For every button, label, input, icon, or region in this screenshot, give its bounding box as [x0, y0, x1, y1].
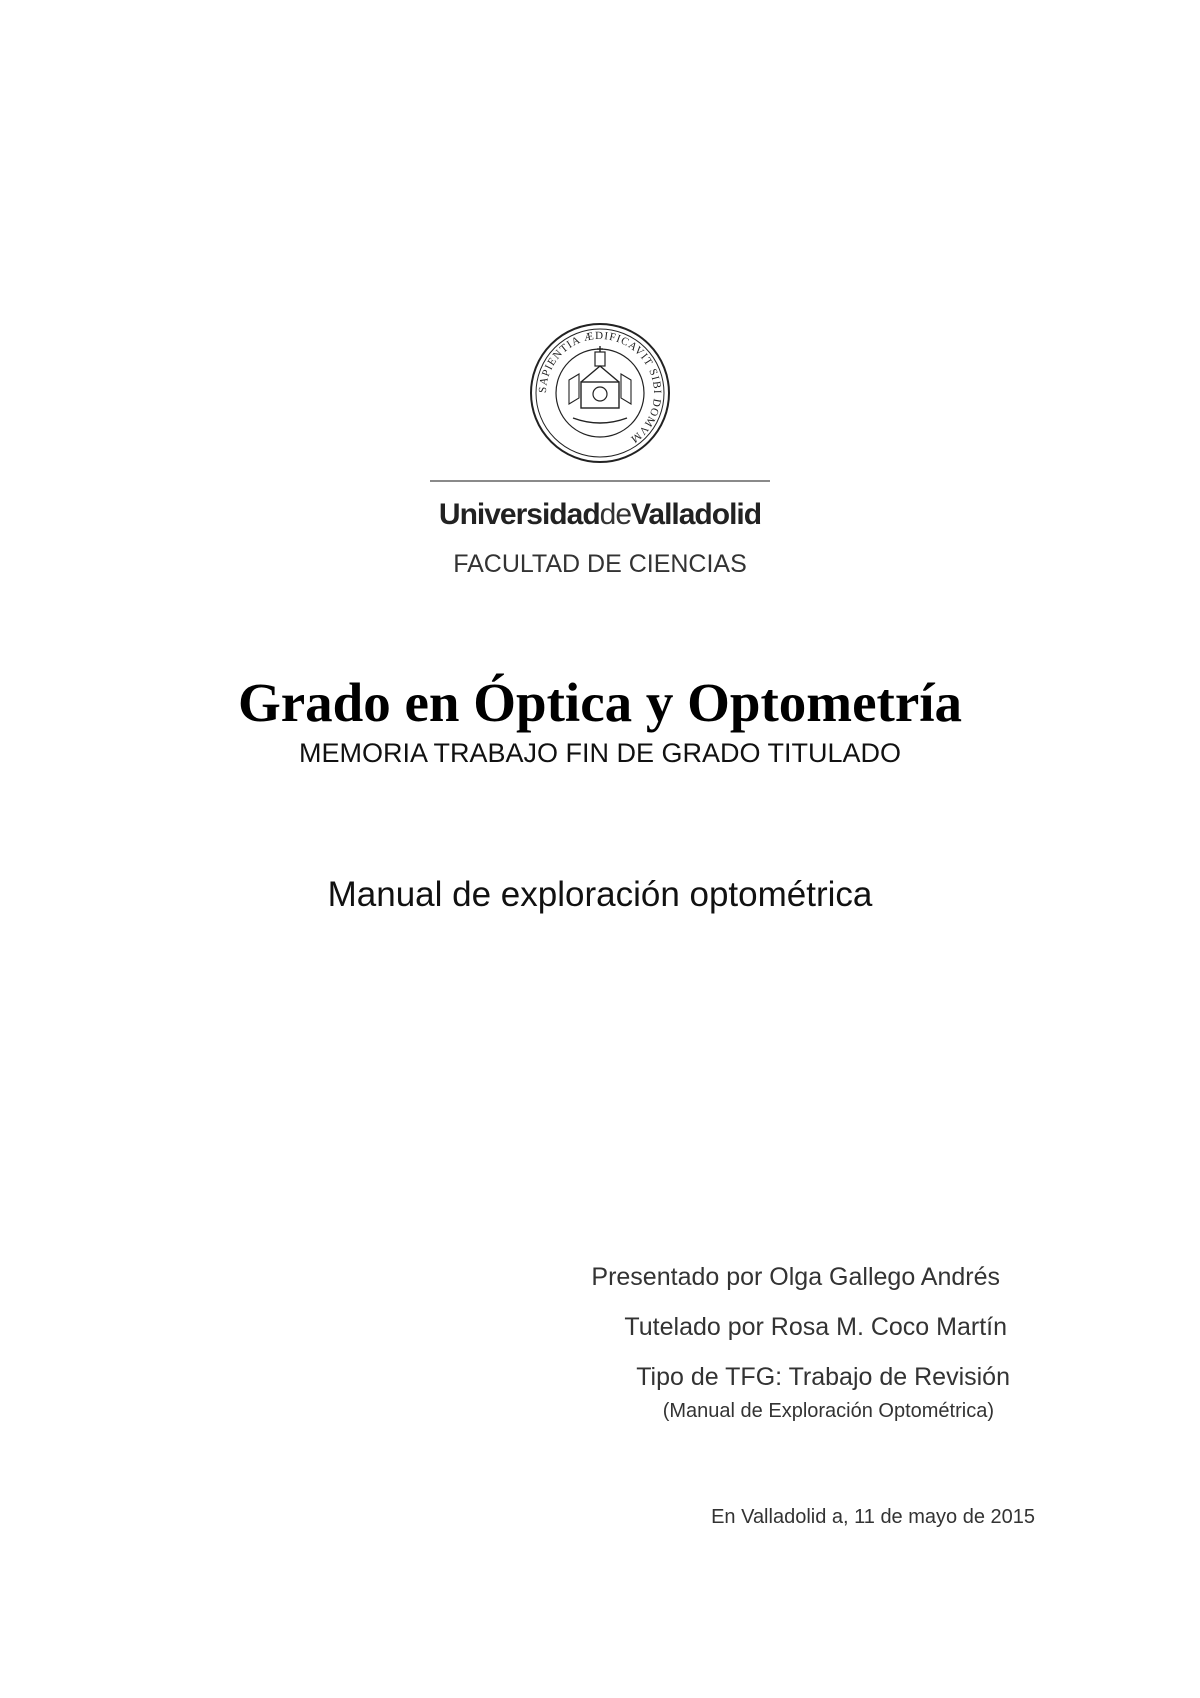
- degree-title: Grado en Óptica y Optometría: [237, 672, 963, 733]
- tfg-subtype: (Manual de Exploración Optométrica): [662, 1400, 994, 1422]
- university-wordmark: [0, 497, 1200, 533]
- place-and-date: En Valladolid a, 11 de mayo de 2015: [711, 1506, 1035, 1528]
- svg-text:SAPIENTIA ÆDIFICAVIT SIBI DOMV: SAPIENTIA ÆDIFICAVIT SIBI DOMVM: [536, 329, 664, 446]
- logo-divider: [430, 480, 770, 482]
- faculty-name: FACULTAD DE CIENCIAS: [453, 550, 747, 578]
- wordmark-part-de: de: [599, 498, 632, 531]
- wordmark-part-universidad: Universidad: [438, 498, 600, 531]
- tfg-type: Tipo de TFG: Trabajo de Revisión: [636, 1363, 1010, 1391]
- memoria-heading: MEMORIA TRABAJO FIN DE GRADO TITULADO: [298, 738, 902, 768]
- university-seal-logo: [529, 322, 671, 464]
- wordmark-part-valladolid: Valladolid: [631, 498, 762, 531]
- presented-by: Presentado por Olga Gallego Andrés: [591, 1263, 1000, 1291]
- thesis-title: Manual de exploración optométrica: [327, 875, 873, 914]
- supervised-by: Tutelado por Rosa M. Coco Martín: [624, 1313, 1007, 1341]
